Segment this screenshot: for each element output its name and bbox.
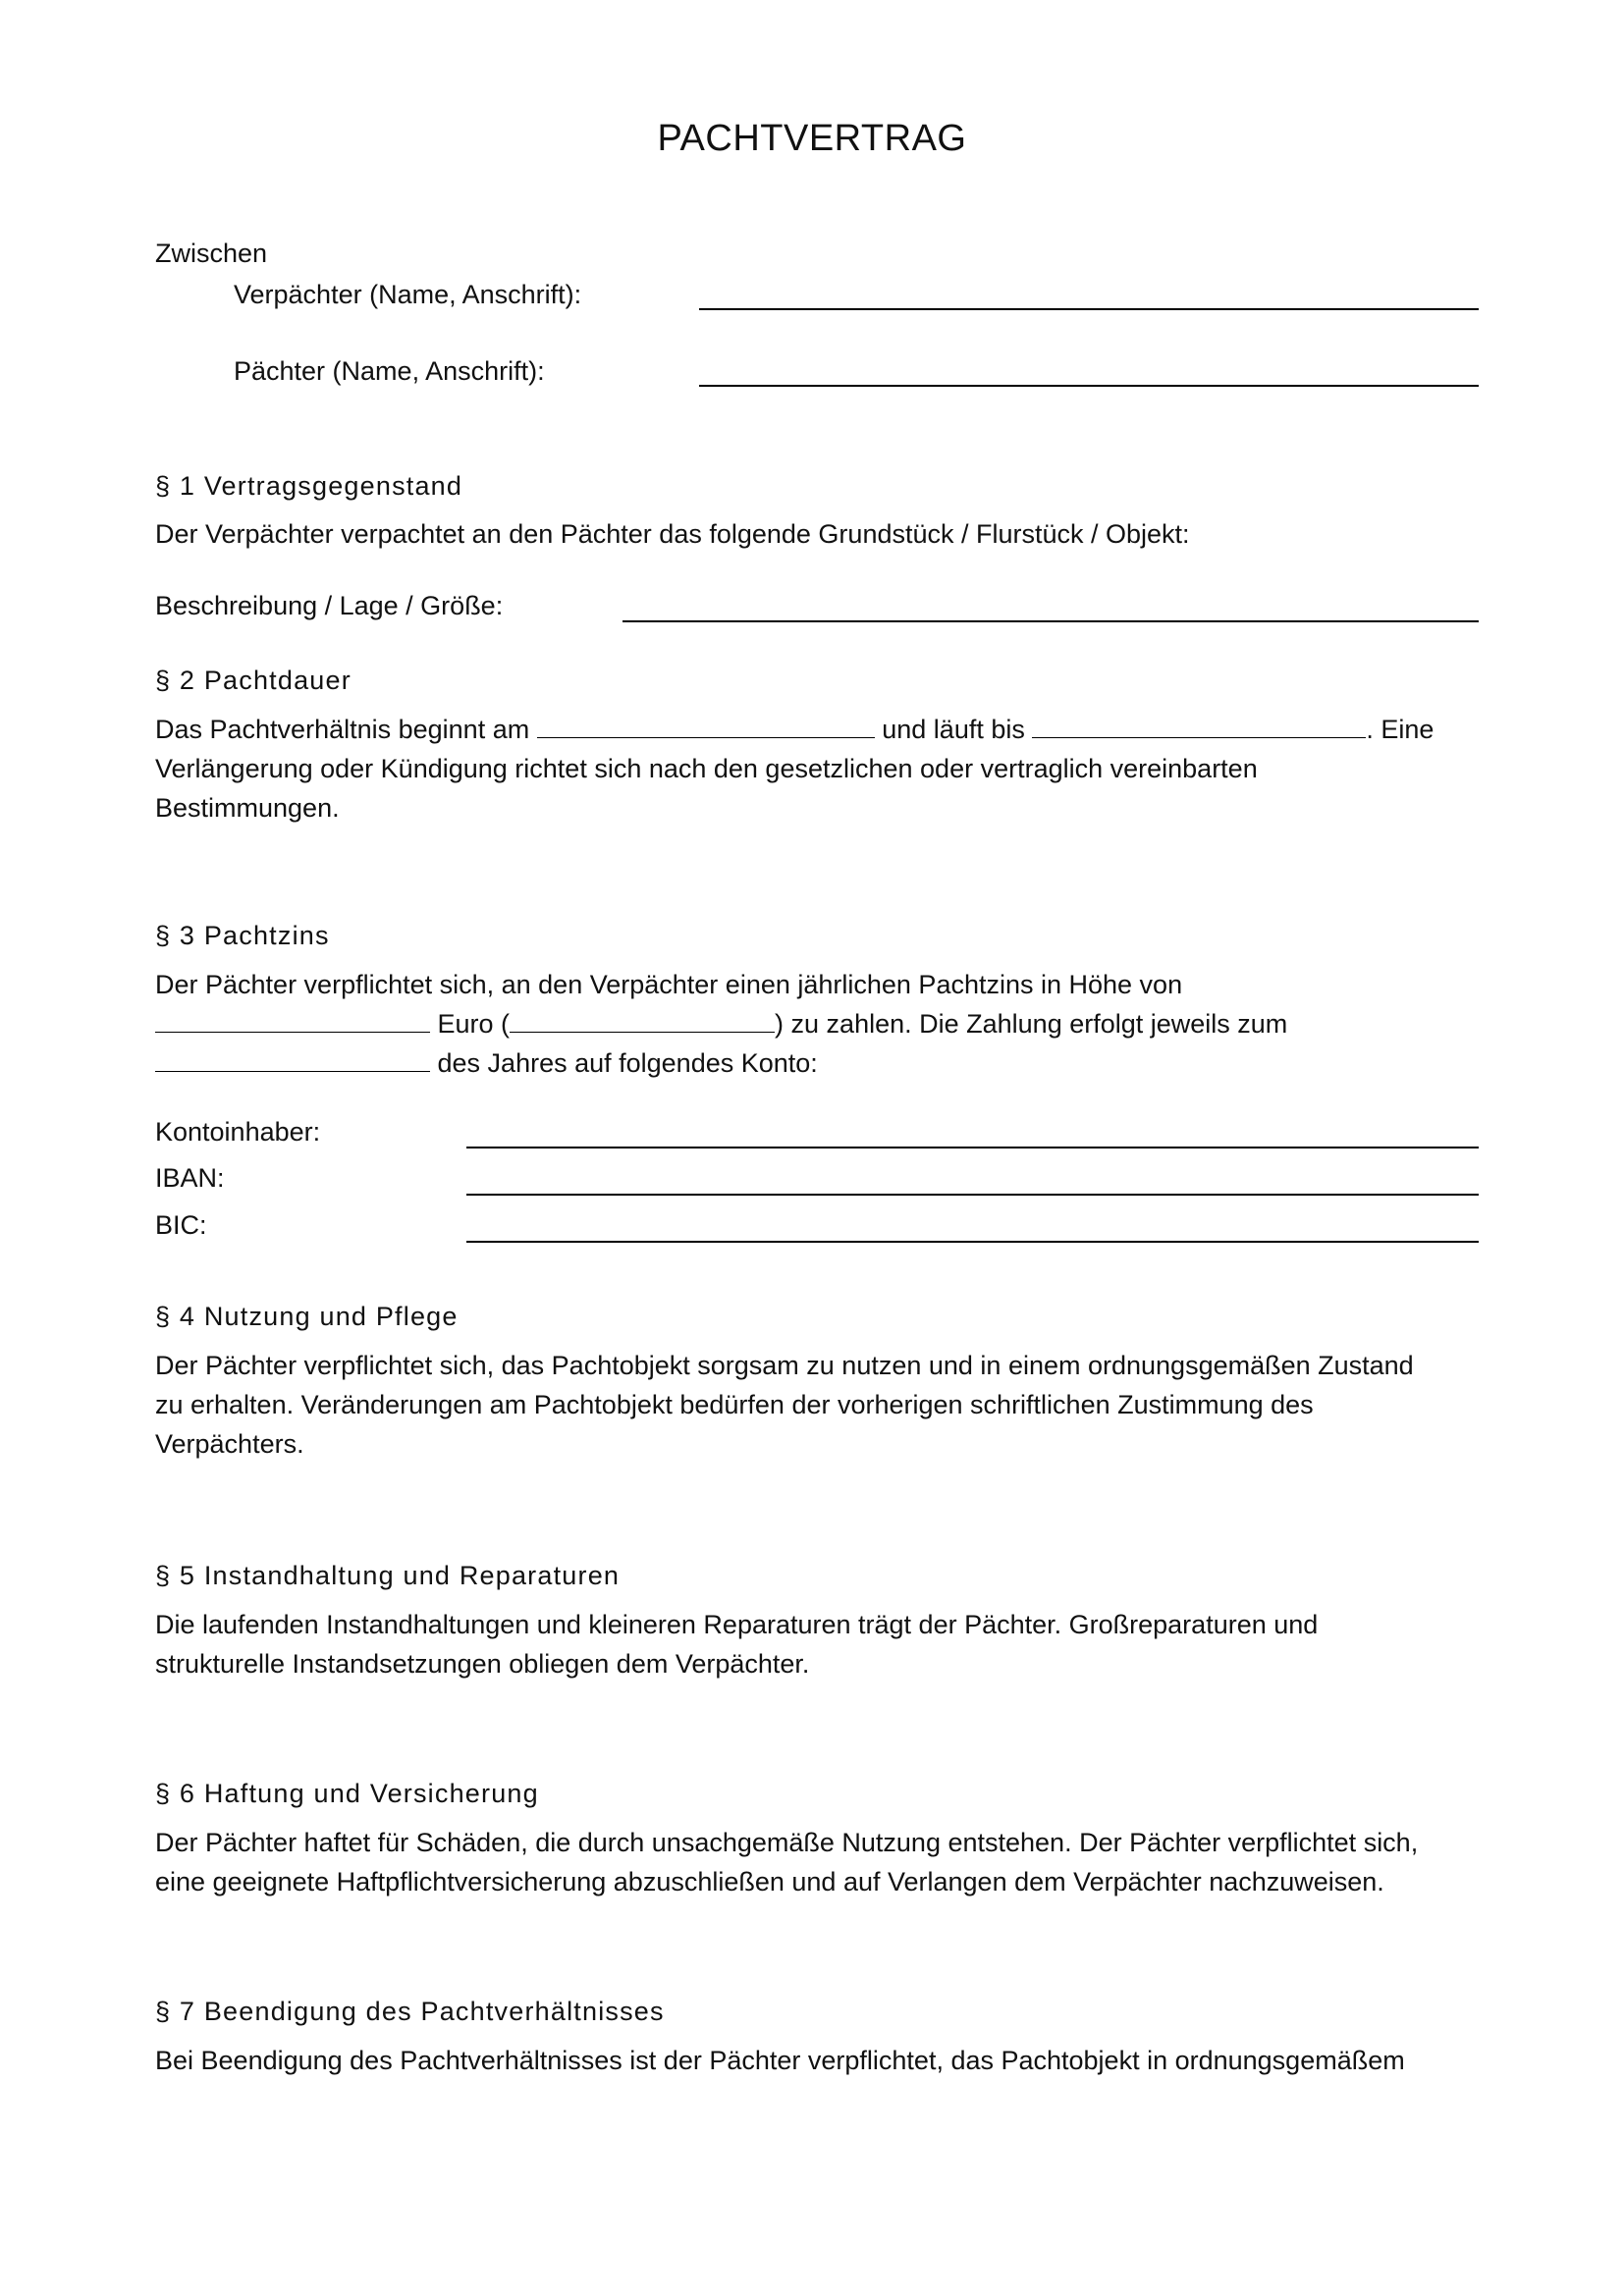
- section-2-heading: § 2 Pachtdauer: [155, 666, 352, 695]
- section-6-line-2: eine geeignete Haftpflichtversicherung abzuschließen und auf Verlangen dem Verpächter nachzuweisen.: [155, 1867, 1384, 1896]
- section-6-line-1: Der Pächter haftet für Schäden, die durch unsachgemäße Nutzung entstehen. Der Pächter verpflichtet sich,: [155, 1828, 1419, 1857]
- account-holder-label: Kontoinhaber:: [155, 1117, 321, 1147]
- section-7-heading: § 7 Beendigung des Pachtverhältnisses: [155, 1997, 665, 2026]
- rent-amount-words-field[interactable]: [510, 1008, 775, 1033]
- account-holder-field[interactable]: [466, 1147, 1479, 1148]
- payment-text: ) zu zahlen. Die Zahlung erfolgt jeweils zum: [775, 1009, 1288, 1039]
- rent-amount-field[interactable]: [155, 1008, 430, 1033]
- payment-date-field[interactable]: [155, 1047, 430, 1072]
- year-text: des Jahres auf folgendes Konto:: [437, 1048, 818, 1078]
- section-5-line-1: Die laufenden Instandhaltungen und kleineren Reparaturen trägt der Pächter. Großreparaturen und: [155, 1610, 1319, 1639]
- description-field[interactable]: [623, 620, 1479, 622]
- section-2-line-2: Verlängerung oder Kündigung richtet sich nach den gesetzlichen oder vertraglich vereinbarten: [155, 754, 1258, 783]
- parties-intro: Zwischen: [155, 239, 268, 268]
- section-4-line-3: Verpächters.: [155, 1429, 304, 1459]
- section-7-line-1: Bei Beendigung des Pachtverhältnisses ist der Pächter verpflichtet, das Pachtobjekt in ordnungsgemäßem: [155, 2046, 1405, 2075]
- start-text: Das Pachtverhältnis beginnt am: [155, 715, 530, 744]
- euro-text: Euro (: [437, 1009, 511, 1039]
- end-date-field[interactable]: [1032, 714, 1366, 738]
- iban-field[interactable]: [466, 1194, 1479, 1196]
- section-3-heading: § 3 Pachtzins: [155, 921, 330, 950]
- lessee-label: Pächter (Name, Anschrift):: [234, 356, 545, 386]
- lessee-field[interactable]: [699, 385, 1479, 387]
- section-3-line-2: [155, 1004, 1287, 1043]
- section-3-line-1: Der Pächter verpflichtet sich, an den Verpächter einen jährlichen Pachtzins in Höhe von: [155, 970, 1183, 999]
- document-title: PACHTVERTRAG: [657, 118, 967, 159]
- bic-label: BIC:: [155, 1210, 207, 1240]
- section-4-line-1: Der Pächter verpflichtet sich, das Pachtobjekt sorgsam zu nutzen und in einem ordnungsgemäßen Zustand: [155, 1351, 1414, 1380]
- section-2-line-1: [155, 710, 1434, 749]
- section-2-line-3: Bestimmungen.: [155, 793, 340, 823]
- lessor-label: Verpächter (Name, Anschrift):: [234, 280, 582, 309]
- section-6-heading: § 6 Haftung und Versicherung: [155, 1779, 539, 1808]
- lessor-field[interactable]: [699, 308, 1479, 310]
- start-date-field[interactable]: [537, 714, 875, 738]
- section-1-text: Der Verpächter verpachtet an den Pächter das folgende Grundstück / Flurstück / Objekt:: [155, 519, 1190, 549]
- until-text: und läuft bis: [882, 715, 1025, 744]
- section-1-heading: § 1 Vertragsgegenstand: [155, 471, 463, 501]
- bic-field[interactable]: [466, 1241, 1479, 1243]
- section-5-heading: § 5 Instandhaltung und Reparaturen: [155, 1561, 621, 1590]
- section-5-line-2: strukturelle Instandsetzungen obliegen dem Verpächter.: [155, 1649, 810, 1679]
- section-4-heading: § 4 Nutzung und Pflege: [155, 1302, 459, 1331]
- extension-text: . Eine: [1366, 715, 1435, 744]
- iban-label: IBAN:: [155, 1163, 225, 1193]
- description-label: Beschreibung / Lage / Größe:: [155, 591, 504, 620]
- section-4-line-2: zu erhalten. Veränderungen am Pachtobjekt bedürfen der vorherigen schriftlichen Zustimmung des: [155, 1390, 1314, 1419]
- section-3-line-3: [155, 1043, 818, 1083]
